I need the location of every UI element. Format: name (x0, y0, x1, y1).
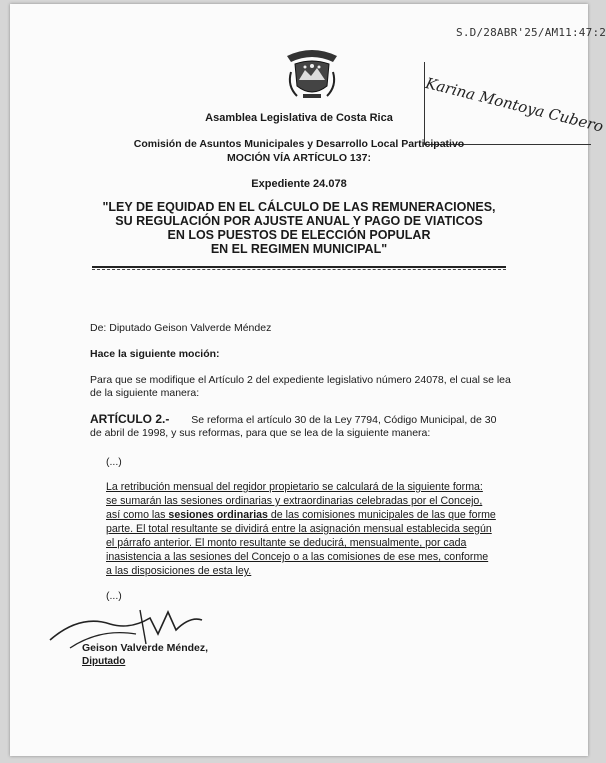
article-text-line: de abril de 1998, y sus reformas, para que se lea de la siguiente manera: (90, 427, 431, 439)
article-label: ARTÍCULO 2.- (90, 412, 170, 426)
law-title-line: SU REGULACIÓN POR AJUSTE ANUAL Y PAGO DE VIATICOS (115, 214, 483, 228)
law-title (10, 200, 588, 256)
commission-name: Comisión de Asuntos Municipales y Desarrollo Local Participativo (133, 138, 465, 150)
reception-stamp-code: S.D/28ABR'25/AM11:47:2 (456, 26, 606, 39)
quoted-text-line: el párrafo anterior. El monto resultante se deducirá, mensualmente, por cada (106, 537, 467, 549)
title-divider-dashed (92, 269, 506, 270)
reception-stamp-signature: Karina Montoya Cubero (423, 74, 606, 136)
purpose-text-line: Para que se modifique el Artículo 2 del expediente legislativo número 24078, el cual se lea (90, 374, 511, 386)
quoted-text-line: parte. El total resultante se dividirá entre la asignación mensual establecida según (106, 523, 492, 535)
law-title-line: EN EL REGIMEN MUNICIPAL" (210, 242, 388, 256)
document-page (10, 4, 606, 756)
quoted-text-line: a las disposiciones de esta ley. (106, 565, 252, 577)
signatory-name: Geison Valverde Méndez, (82, 642, 209, 654)
law-title-line: EN LOS PUESTOS DE ELECCIÓN POPULAR (167, 228, 431, 242)
quoted-text-line: inasistencia a las sesiones del Concejo o a las comisiones de ese mes, conforme (106, 551, 489, 563)
ellipsis-close: (...) (106, 590, 122, 602)
motion-intro: Hace la siguiente moción: (90, 348, 220, 360)
quoted-text-line: se sumarán las sesiones ordinarias y extraordinarias celebradas por el Concejo, (106, 495, 483, 507)
ellipsis-open: (...) (106, 456, 122, 468)
quoted-text-bold: sesiones ordinarias (168, 509, 268, 521)
article-text: Se reforma el artículo 30 de la Ley 7794, Código Municipal, de 30 (191, 414, 497, 426)
article-heading (90, 412, 496, 426)
quoted-text-line: La retribución mensual del regidor propietario se calculará de la siguiente forma: (106, 481, 483, 493)
quoted-text-line (106, 509, 496, 521)
handwritten-signature-icon (40, 604, 210, 664)
purpose-text-line: de la siguiente manera: (90, 387, 200, 399)
law-title-line: "LEY DE EQUIDAD EN EL CÁLCULO DE LAS REMUNERACIONES, (102, 200, 496, 214)
motion-type: MOCIÓN VÍA ARTÍCULO 137: (227, 152, 371, 164)
coat-of-arms-icon (281, 42, 343, 102)
quoted-text-segment: de las comisiones municipales de las que forme (267, 509, 496, 521)
assembly-name: Asamblea Legislativa de Costa Rica (205, 112, 393, 124)
expediente-number: Expediente 24.078 (251, 178, 347, 190)
signatory-role: Diputado (82, 656, 126, 667)
quoted-text-segment: así como las (106, 509, 169, 521)
motion-author: De: Diputado Geison Valverde Méndez (90, 322, 272, 334)
title-divider (92, 266, 506, 268)
